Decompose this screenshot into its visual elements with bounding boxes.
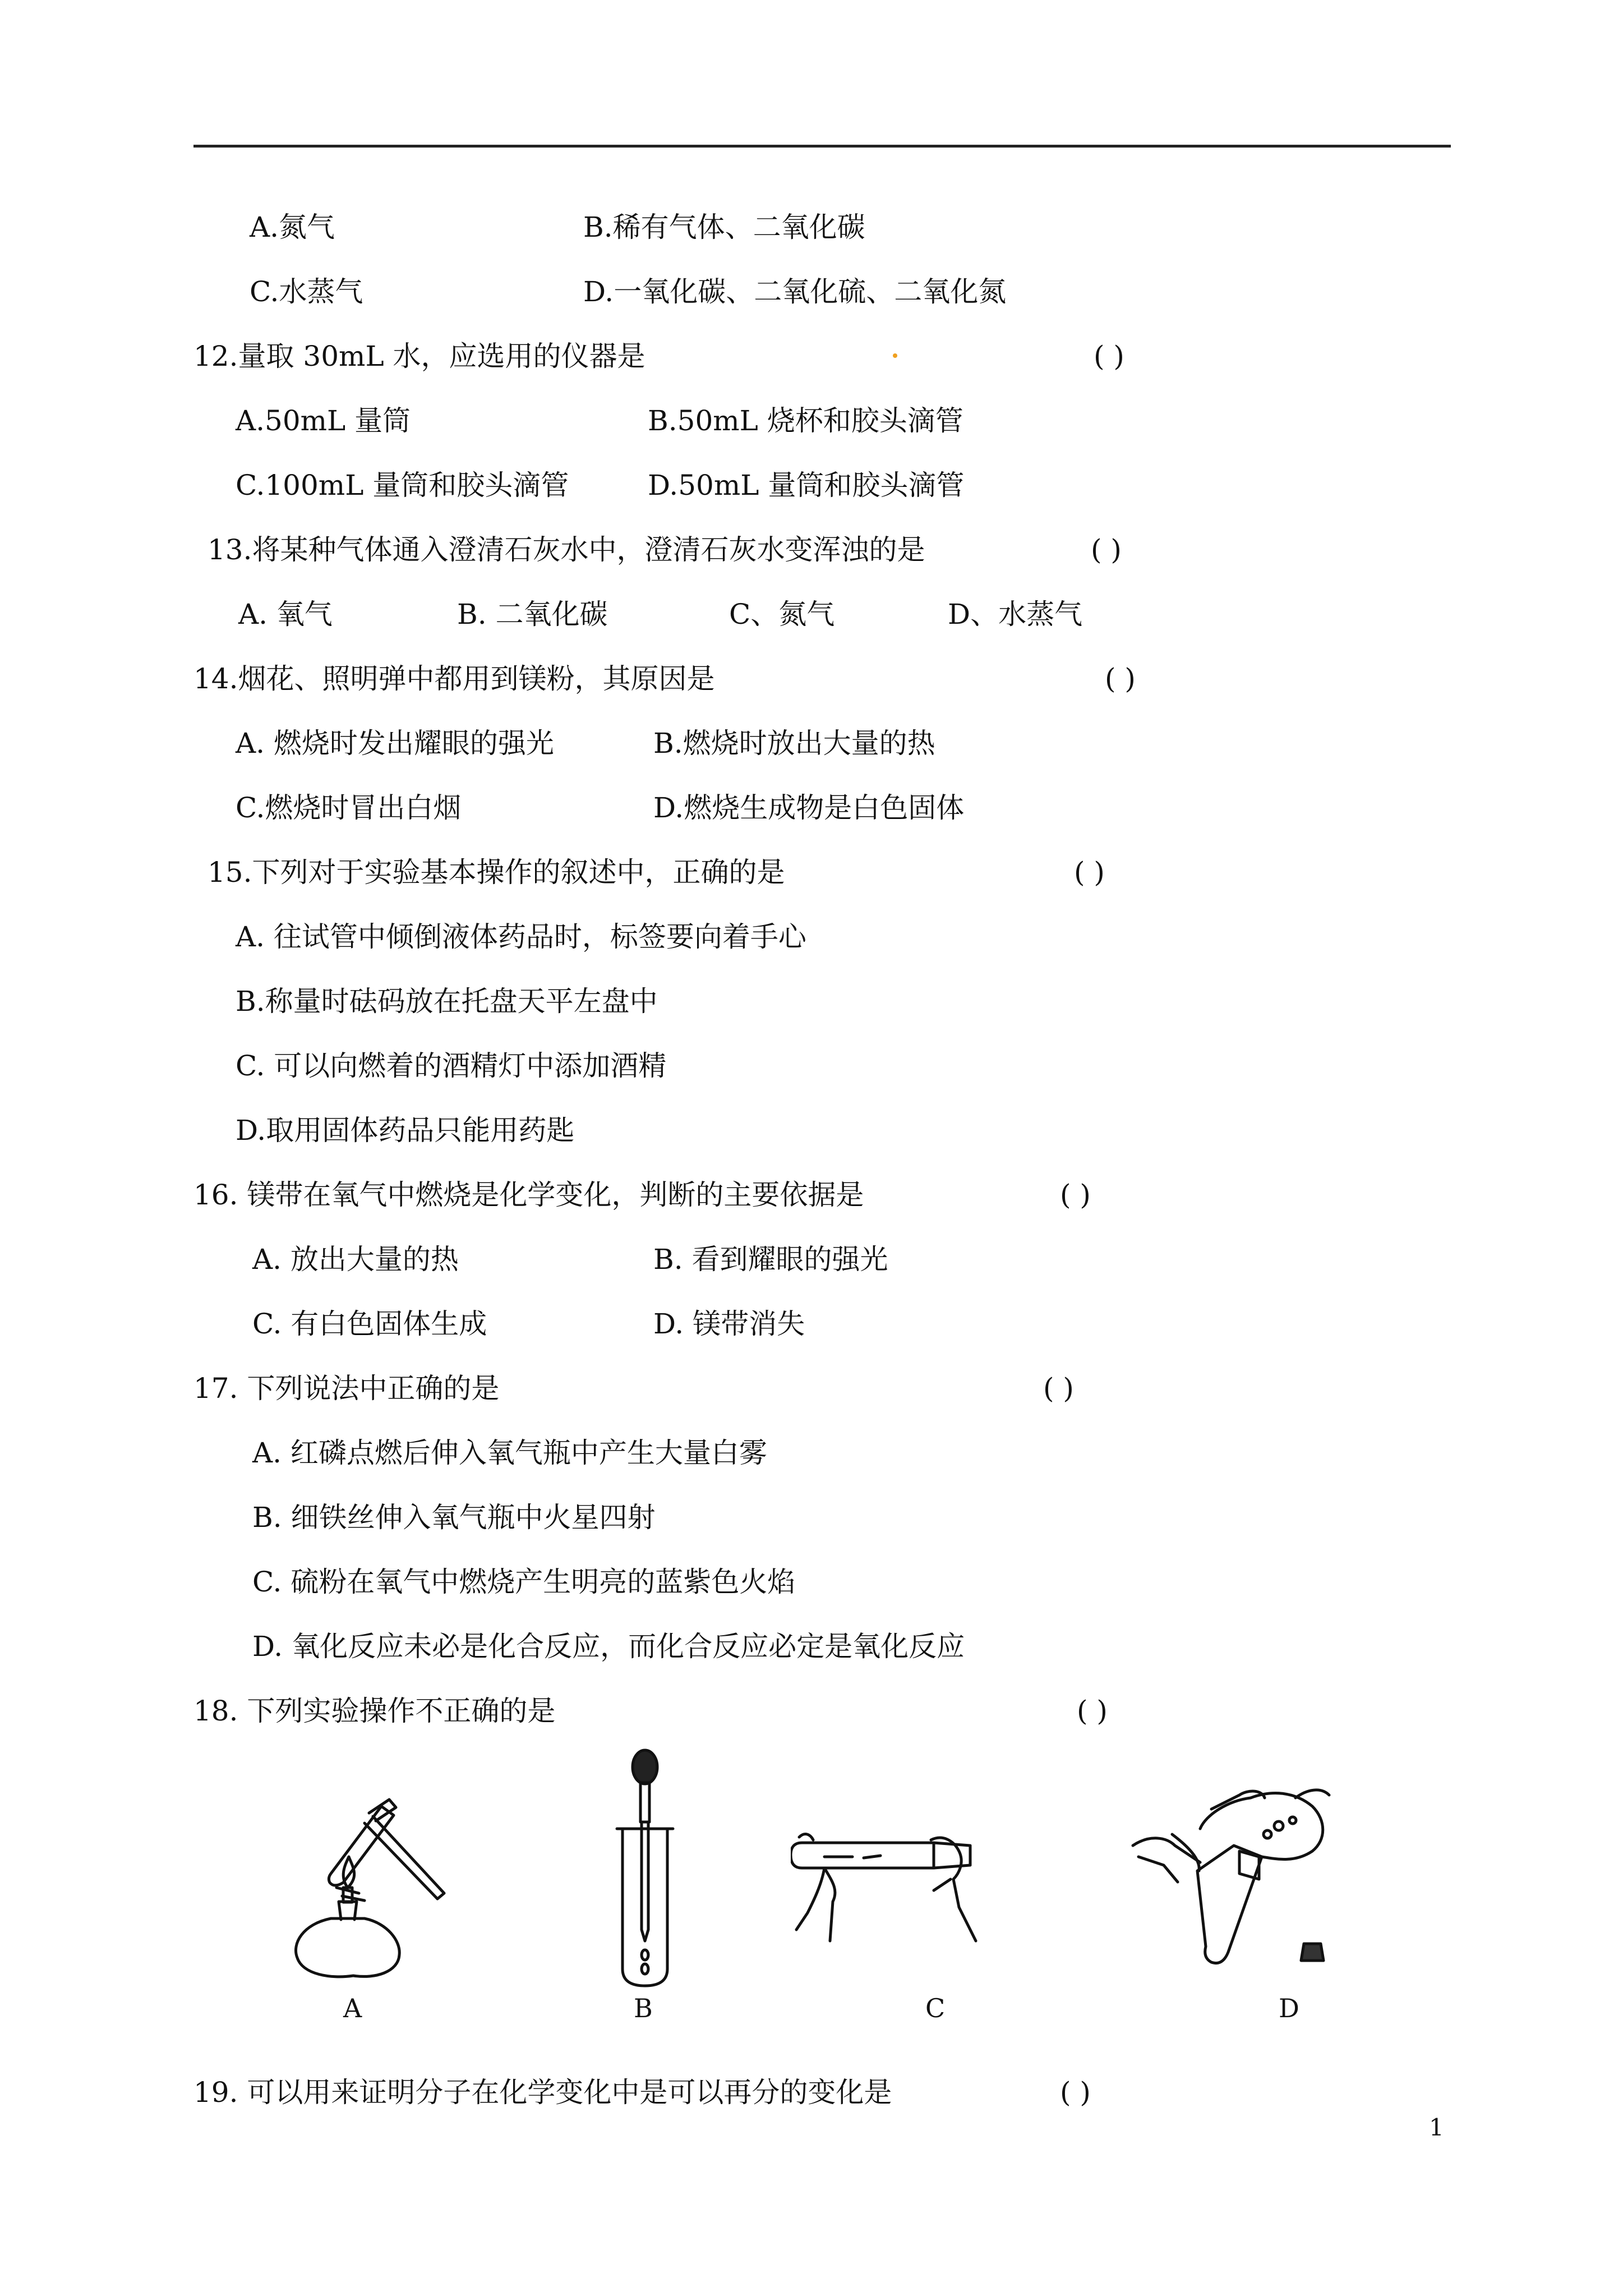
figure-a-heating-test-tube bbox=[269, 1773, 482, 1986]
q14-option-c: C.燃烧时冒出白烟 bbox=[236, 792, 462, 824]
q11-option-d: D.一氧化碳、二氧化硫、二氧化氮 bbox=[583, 275, 1007, 308]
q18-answer-blank[interactable]: ( ) bbox=[1077, 1695, 1108, 1727]
figure-label-b: B bbox=[634, 1993, 653, 2023]
q14-option-a: A. 燃烧时发出耀眼的强光 bbox=[236, 727, 554, 760]
q17-answer-blank[interactable]: ( ) bbox=[1043, 1372, 1074, 1405]
figure-b-dropper-in-tube bbox=[583, 1745, 707, 1991]
q17-option-a: A. 红磷点燃后伸入氧气瓶中产生大量白雾 bbox=[252, 1437, 767, 1469]
stray-mark bbox=[893, 353, 897, 358]
q11-option-c: C.水蒸气 bbox=[250, 275, 363, 308]
q17-option-d: D. 氧化反应未必是化合反应，而化合反应必定是氧化反应 bbox=[252, 1630, 965, 1663]
q15-stem: 15.下列对于实验基本操作的叙述中，正确的是 bbox=[208, 856, 785, 889]
q12-option-b: B.50mL 烧杯和胶头滴管 bbox=[648, 404, 963, 437]
q16-option-d: D. 镁带消失 bbox=[653, 1308, 805, 1340]
page-number: 1 bbox=[1429, 2114, 1444, 2141]
q19-answer-blank[interactable]: ( ) bbox=[1060, 2076, 1091, 2109]
figure-label-d: D bbox=[1279, 1993, 1299, 2023]
q13-option-c: C、氮气 bbox=[729, 598, 835, 631]
figure-d-adding-solid bbox=[1127, 1767, 1352, 1975]
q15-option-a: A. 往试管中倾倒液体药品时，标签要向着手心 bbox=[236, 921, 806, 953]
q15-option-b: B.称量时砝码放在托盘天平左盘中 bbox=[236, 985, 658, 1018]
q14-option-b: B.燃烧时放出大量的热 bbox=[653, 727, 935, 760]
q16-option-c: C. 有白色固体生成 bbox=[252, 1308, 487, 1340]
q17-stem: 17. 下列说法中正确的是 bbox=[193, 1372, 500, 1405]
q13-option-a: A. 氧气 bbox=[238, 598, 333, 631]
q15-option-c: C. 可以向燃着的酒精灯中添加酒精 bbox=[236, 1050, 667, 1082]
header-rule bbox=[193, 145, 1451, 148]
q13-option-b: B. 二氧化碳 bbox=[457, 598, 608, 631]
q12-option-d: D.50mL 量筒和胶头滴管 bbox=[648, 469, 965, 501]
q14-answer-blank[interactable]: ( ) bbox=[1105, 662, 1136, 695]
q12-option-a: A.50mL 量筒 bbox=[236, 404, 411, 437]
q14-option-d: D.燃烧生成物是白色固体 bbox=[653, 792, 965, 824]
q16-stem: 16. 镁带在氧气中燃烧是化学变化，判断的主要依据是 bbox=[193, 1179, 864, 1211]
q16-option-b: B. 看到耀眼的强光 bbox=[653, 1243, 888, 1276]
q13-option-d: D、水蒸气 bbox=[948, 598, 1083, 631]
q13-answer-blank[interactable]: ( ) bbox=[1091, 533, 1122, 566]
q11-option-b: B.稀有气体、二氧化碳 bbox=[583, 211, 865, 243]
figure-label-a: A bbox=[343, 1993, 362, 2023]
q17-option-c: C. 硫粉在氧气中燃烧产生明亮的蓝紫色火焰 bbox=[252, 1566, 796, 1598]
q12-answer-blank[interactable]: ( ) bbox=[1094, 340, 1124, 372]
figure-c-shaking-test-tube bbox=[791, 1829, 993, 1975]
q15-answer-blank[interactable]: ( ) bbox=[1074, 856, 1105, 889]
q13-stem: 13.将某种气体通入澄清石灰水中，澄清石灰水变浑浊的是 bbox=[208, 533, 925, 566]
q11-option-a: A.氮气 bbox=[250, 211, 335, 243]
q16-answer-blank[interactable]: ( ) bbox=[1060, 1179, 1091, 1211]
q14-stem: 14.烟花、照明弹中都用到镁粉，其原因是 bbox=[193, 662, 715, 695]
q18-stem: 18. 下列实验操作不正确的是 bbox=[193, 1695, 556, 1727]
q16-option-a: A. 放出大量的热 bbox=[252, 1243, 459, 1276]
q12-option-c: C.100mL 量筒和胶头滴管 bbox=[236, 469, 569, 501]
figure-label-c: C bbox=[925, 1993, 946, 2023]
q12-stem: 12.量取 30mL 水，应选用的仪器是 bbox=[193, 340, 645, 372]
q15-option-d: D.取用固体药品只能用药匙 bbox=[236, 1114, 575, 1147]
q17-option-b: B. 细铁丝伸入氧气瓶中火星四射 bbox=[252, 1501, 656, 1534]
q19-stem: 19. 可以用来证明分子在化学变化中是可以再分的变化是 bbox=[193, 2076, 892, 2109]
